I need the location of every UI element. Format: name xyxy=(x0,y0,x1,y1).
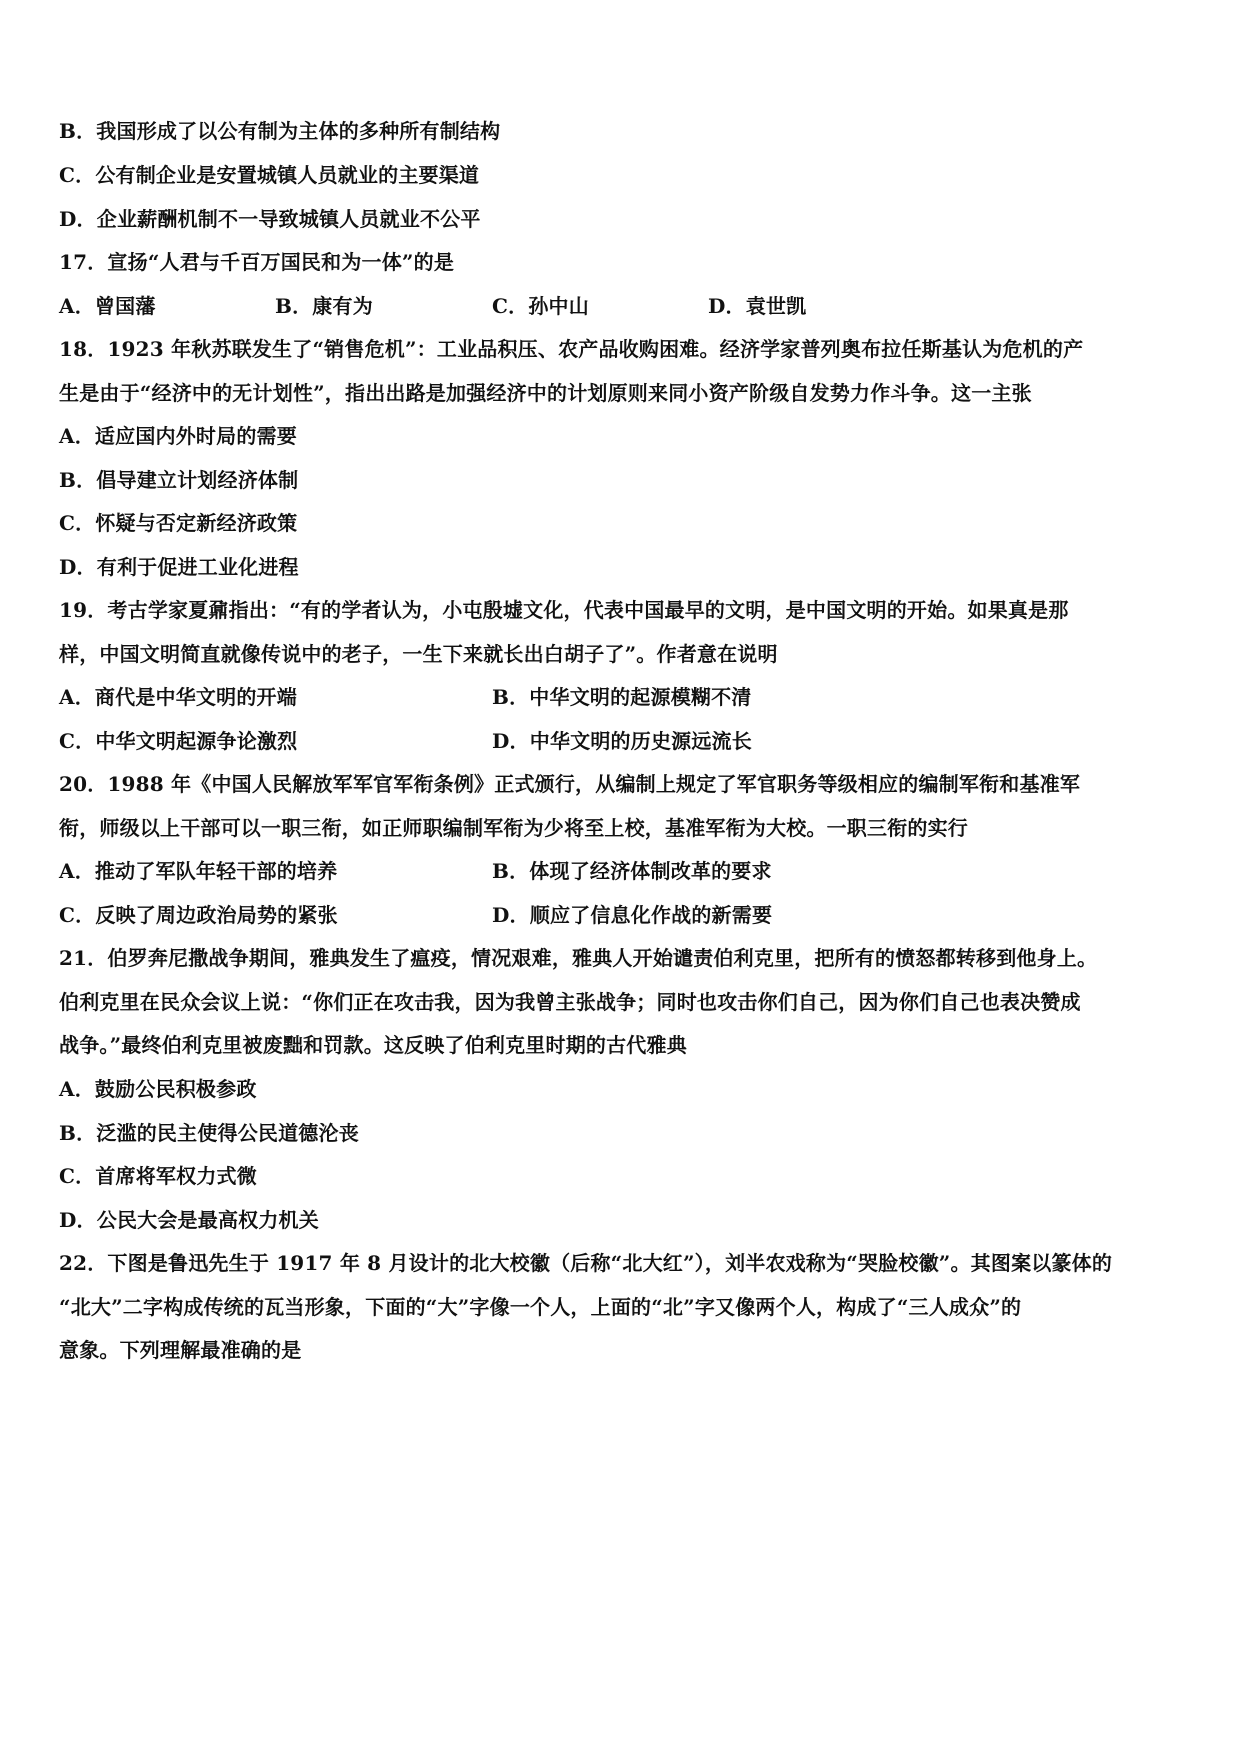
q16-option-c: C．公有制企业是安置城镇人员就业的主要渠道 xyxy=(59,163,480,187)
q19-option-a: A．商代是中华文明的开端 xyxy=(59,685,297,709)
q20-option-d: D．顺应了信息化作战的新需要 xyxy=(492,903,773,927)
q20-stem-line2: 衔，师级以上干部可以一职三衔，如正师职编制军衔为少将至上校，基准军衔为大校。一职三衔的实行 xyxy=(59,816,968,840)
q21-option-c: C．首席将军权力式微 xyxy=(59,1164,257,1188)
q21-option-d: D．公民大会是最高权力机关 xyxy=(59,1208,319,1232)
q20-option-b: B．体现了经济体制改革的要求 xyxy=(492,859,772,883)
q19-stem-line2: 样，中国文明简直就像传说中的老子，一生下来就长出白胡子了”。作者意在说明 xyxy=(59,642,778,666)
q19-option-c: C．中华文明起源争论激烈 xyxy=(59,729,298,753)
q20-option-c: C．反映了周边政治局势的紧张 xyxy=(59,903,338,927)
q16-option-b: B．我国形成了以公有制为主体的多种所有制结构 xyxy=(59,119,501,143)
q22-stem-line2: “北大”二字构成传统的瓦当形象，下面的“大”字像一个人，上面的“北”字又像两个人，构成了“三人成众”的 xyxy=(59,1295,1022,1319)
q19-stem-line1: 19．考古学家夏鼐指出：“有的学者认为，小屯殷墟文化，代表中国最早的文明，是中国文明的开始。如果真是那 xyxy=(59,598,1069,622)
q17-option-d: D．袁世凯 xyxy=(708,294,807,318)
q21-stem-line2: 伯利克里在民众会议上说：“你们正在攻击我，因为我曾主张战争；同时也攻击你们自己，因为你们自己也表决赞成 xyxy=(59,990,1081,1014)
q21-option-a: A．鼓励公民积极参政 xyxy=(59,1077,257,1101)
q21-stem-line3: 战争。”最终伯利克里被废黜和罚款。这反映了伯利克里时期的古代雅典 xyxy=(59,1033,687,1057)
q20-option-a: A．推动了军队年轻干部的培养 xyxy=(59,859,338,883)
q18-option-a: A．适应国内外时局的需要 xyxy=(59,424,297,448)
q18-option-b: B．倡导建立计划经济体制 xyxy=(59,468,299,492)
q22-stem-line1: 22．下图是鲁迅先生于 1917 年 8 月设计的北大校徽（后称“北大红”），刘半农戏称为“哭脸校徽”。其图案以篆体的 xyxy=(59,1251,1113,1275)
q17-option-b: B．康有为 xyxy=(275,294,373,318)
q19-option-d: D．中华文明的历史源远流长 xyxy=(492,729,752,753)
q18-stem-line1: 18．1923 年秋苏联发生了“销售危机”：工业品积压、农产品收购困难。经济学家普列奥布拉任斯基认为危机的产 xyxy=(59,337,1084,361)
q19-option-b: B．中华文明的起源模糊不清 xyxy=(492,685,752,709)
q17-option-a: A．曾国藩 xyxy=(59,294,156,318)
q18-option-c: C．怀疑与否定新经济政策 xyxy=(59,511,298,535)
q20-stem-line1: 20．1988 年《中国人民解放军军官军衔条例》正式颁行，从编制上规定了军官职务等级相应的编制军衔和基准军 xyxy=(59,772,1081,796)
q16-option-d: D．企业薪酬机制不一导致城镇人员就业不公平 xyxy=(59,207,481,231)
q22-stem-line3: 意象。下列理解最准确的是 xyxy=(59,1338,302,1362)
q21-option-b: B．泛滥的民主使得公民道德沦丧 xyxy=(59,1121,359,1145)
q18-option-d: D．有利于促进工业化进程 xyxy=(59,555,299,579)
q21-stem-line1: 21．伯罗奔尼撒战争期间，雅典发生了瘟疫，情况艰难，雅典人开始谴责伯利克里，把所有的愤怒都转移到他身上。 xyxy=(59,946,1098,970)
q17-stem: 17．宣扬“人君与千百万国民和为一体”的是 xyxy=(59,250,455,274)
q18-stem-line2: 生是由于“经济中的无计划性”，指出出路是加强经济中的计划原则来同小资产阶级自发势力作斗争。这一主张 xyxy=(59,381,1032,405)
q17-option-c: C．孙中山 xyxy=(492,294,589,318)
